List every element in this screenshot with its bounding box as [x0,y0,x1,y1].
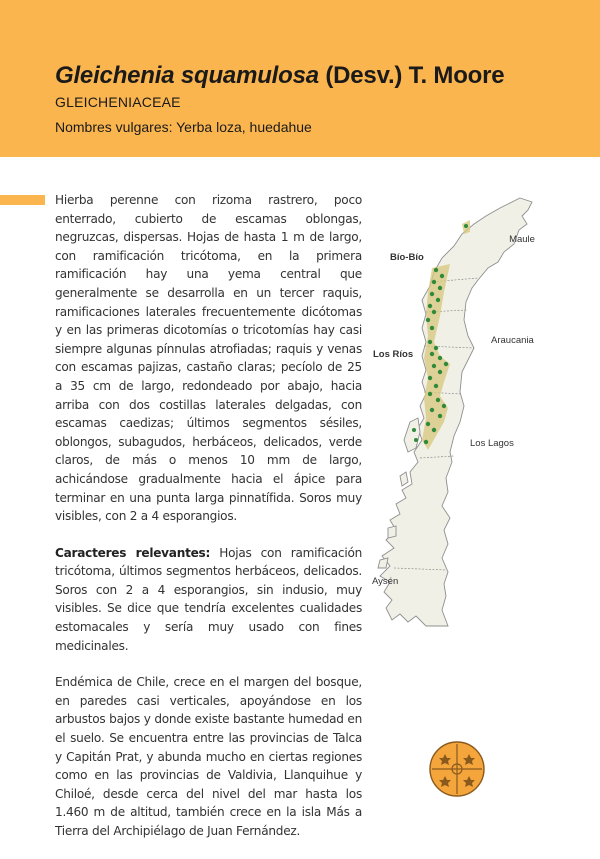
record-dot [438,356,442,360]
record-dot [438,414,442,418]
label-araucania: Araucania [491,335,534,346]
label-aysen: Aysén [372,576,399,587]
relevant-label: Caracteres relevantes: [55,545,211,560]
distribution-paragraph: Endémica de Chile, crece en el margen del bosque, en paredes casi verticales, apoyándose en los arbustos bajos y donde existe bastante humedad en el suelo. Se encuentra entre las provincias de Talca y Capitán Prat, y abunda mucho en ciertas regiones como en las provincias de Valdivia, Llanquihue y Chiloé, desde cerca del nivel del mar hasta los 1.460 m de altitud, también crece en la isla Más a Tierra del Archipiélago de Juan Fernández. [55,675,362,838]
record-dot [438,370,442,374]
record-dot [430,326,434,330]
family-name: GLEICHENIACEAE [55,94,181,110]
map-svg [370,196,550,628]
distribution-map [370,196,550,628]
record-dot [430,292,434,296]
record-dot [414,438,418,442]
label-losrios: Los Ríos [373,349,414,360]
record-dot [432,364,436,368]
relevant-paragraph [55,544,362,656]
text-column [55,191,362,859]
record-dot [424,440,428,444]
record-dot [436,298,440,302]
record-dot [434,346,438,350]
record-dot [436,398,440,402]
header-band [0,0,600,157]
label-loslagos: Los Lagos [470,438,514,449]
species-name: Gleichenia squamulosa [55,62,319,89]
record-dot [440,274,444,278]
record-dot [428,340,432,344]
record-dot [464,224,468,228]
record-dot [434,384,438,388]
record-dot [428,392,432,396]
record-dot [442,404,446,408]
record-dot [426,318,430,322]
emblem-icon [428,740,486,798]
record-dot [428,376,432,380]
label-biobio: Bío-Bío [390,252,424,263]
label-maule: Maule [509,234,535,245]
record-dot [412,428,416,432]
accent-bar [0,195,45,205]
record-dot [444,362,448,366]
record-dot [432,280,436,284]
species-title [55,62,504,90]
record-dot [426,422,430,426]
relevant-text: Hojas con ramificación tricótoma, últimos segmentos herbáceos, delicados. Soros con 2 a 4 esporangios, sin indusio, muy visibles. Se dice que tendría excelentes cualidades estomacales y sería muy usado con fines medicinales. [55,545,363,653]
species-author: (Desv.) T. Moore [318,62,505,89]
record-dot [434,268,438,272]
record-dot [438,286,442,290]
record-dot [432,428,436,432]
description-paragraph: Hierba perenne con rizoma rastrero, poco enterrado, cubierto de escamas oblongas, negruzcas, dispersas. Hojas de hasta 1 m de largo, con ramificación tricótoma, en la primera ramificación hay una yema central que generalmente se desarrolla en un tercer raquis, ramificaciones laterales frecuentemente dicótomas y en las primeras dicotomías o tricotomías hay casi siempre algunas pínnulas atrofiadas; raquis y venas con escamas pajizas, castaño claras; pecíolo de 25 a 35 cm de largo, redondeado por abajo, hacia arriba con dos costillas laterales delgadas, con escamas caedizas; últimos segmentos sésiles, oblongos, subagudos, herbáceos, delicados, verde claros, de más o menos 10 mm de largo, achicándose gradualmente hacia el ápice para terminar en una punta larga pinnatífida. Soros muy visibles, con 2 a 4 esporangios. [55,193,362,524]
record-dot [430,352,434,356]
record-dot [428,304,432,308]
record-dot [430,408,434,412]
common-names: Nombres vulgares: Yerba loza, huedahue [55,119,312,135]
record-dot [432,310,436,314]
